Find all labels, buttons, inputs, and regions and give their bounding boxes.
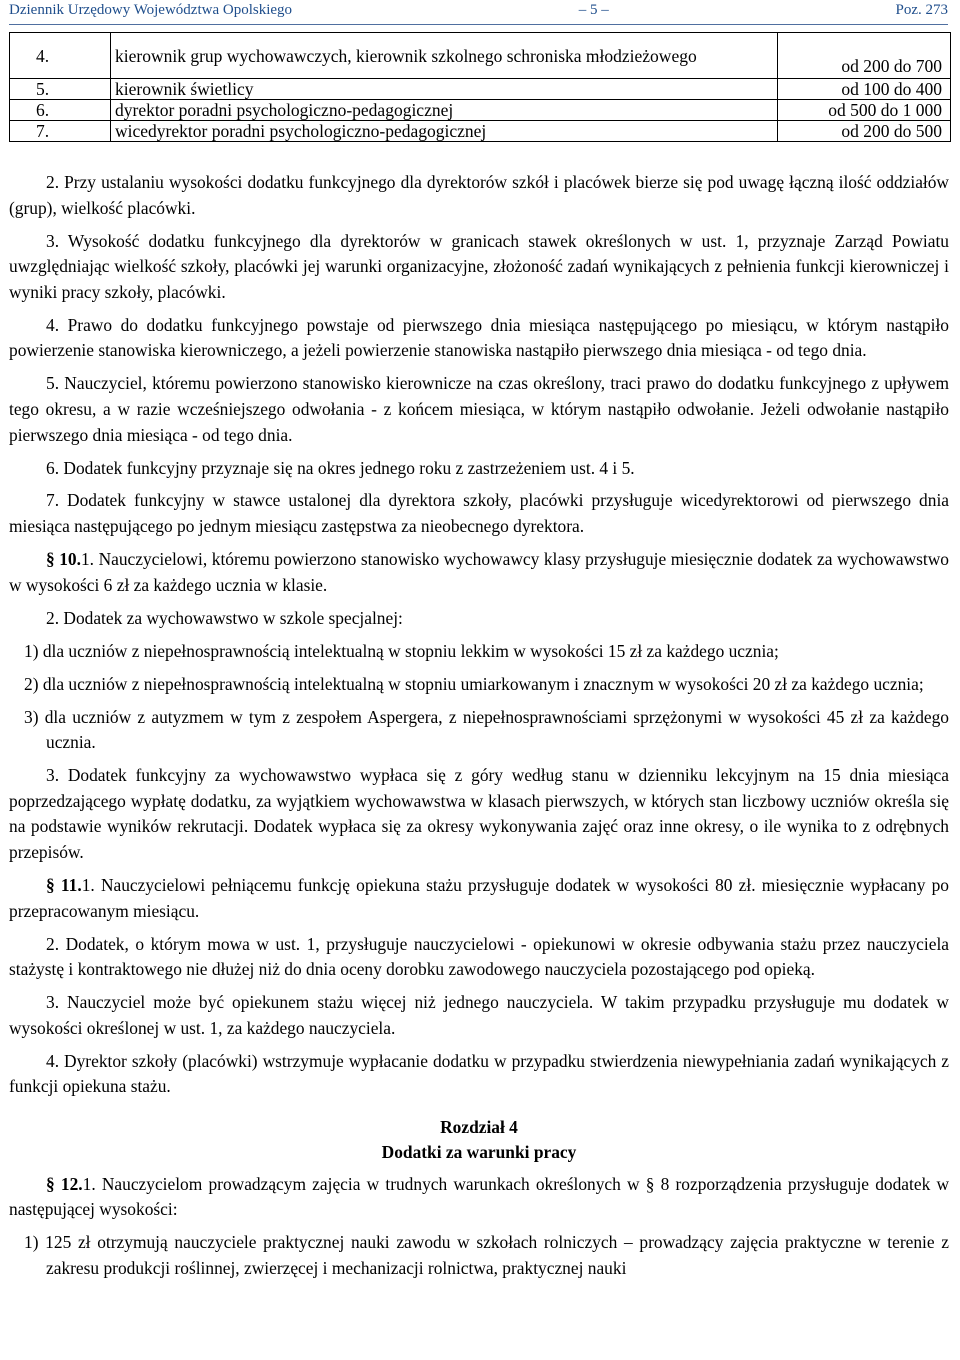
section-text: 1. Nauczycielowi, któremu powierzono stanowisko wychowawcy klasy przysługuje miesięcznie dodatek za wychowawstwo w wysokości 6 zł za każdego ucznia w klasie. xyxy=(9,549,950,595)
position-number: Poz. 273 xyxy=(895,1,948,18)
section-10 xyxy=(9,547,949,598)
section-10-point-2: 2. Dodatek za wychowawstwo w szkole specjalnej: xyxy=(46,607,403,628)
document-body xyxy=(9,170,949,1289)
section-12 xyxy=(9,1172,949,1223)
row-number: 7. xyxy=(10,121,111,142)
row-number: 6. xyxy=(10,100,111,121)
chapter-number: Rozdział 4 xyxy=(440,1116,518,1137)
page-number: – 5 – xyxy=(578,1,609,18)
paragraph-2: 2. Przy ustalaniu wysokości dodatku funkcyjnego dla dyrektorów szkół i placówek bierze się pod uwagę łączną ilość oddziałów (grup), wielkość placówki. xyxy=(9,172,949,218)
row-position: wicedyrektor poradni psychologiczno-pedagogicznej xyxy=(111,121,778,142)
page-header xyxy=(9,0,948,20)
section-11 xyxy=(9,873,949,924)
row-amount: od 500 do 1 000 xyxy=(778,100,951,121)
chapter-title: Dodatki za warunki pracy xyxy=(381,1141,577,1162)
row-number: 4. xyxy=(10,33,111,79)
header-rule xyxy=(9,24,948,25)
section-11-point-4: 4. Dyrektor szkoły (placówki) wstrzymuje wypłacanie dodatku w przypadku stwierdzenia niewypełniania zadań wynikających z funkcji opiekuna stażu. xyxy=(9,1050,949,1097)
row-amount: od 200 do 700 xyxy=(778,33,951,79)
section-mark: § 11. xyxy=(46,874,82,895)
table-row xyxy=(10,33,951,79)
chapter-heading xyxy=(9,1115,949,1165)
list-item: 1) dla uczniów z niepełnosprawnością intelektualną w stopniu lekkim w wysokości 15 zł za każdego ucznia; xyxy=(24,640,779,661)
paragraph-4: 4. Prawo do dodatku funkcyjnego powstaje od pierwszego dnia miesiąca następującego po miesiącu, w którym nastąpiło powierzenie stanowiska kierowniczego, a jeżeli powierzenie stanowiska nastąpiło pierwszego dnia miesiąca - od tego dnia. xyxy=(9,314,949,361)
row-position: kierownik grup wychowawczych, kierownik szkolnego schroniska młodzieżowego xyxy=(111,33,778,79)
paragraph-3: 3. Wysokość dodatku funkcyjnego dla dyrektorów w granicach stawek określonych w ust. 1, przyznaje Zarząd Powiatu uwzględniając wielkość szkoły, placówki jej warunki organizacyjne, złożoność zadań wynikających z pełnienia funkcji kierowniczej i wyniki pracy szkoły, placówki. xyxy=(9,230,949,302)
section-text: 1. Nauczycielom prowadzącym zajęcia w trudnych warunkach określonych w § 8 rozporządzenia przysługuje dodatek w następującej wysokości: xyxy=(9,1173,950,1220)
table-row xyxy=(10,100,951,121)
list-item: 1) 125 zł otrzymują nauczyciele praktycznej nauki zawodu w szkołach rolniczych – prowadzący zajęcia praktyczne w terenie z zakresu produkcji roślinnej, zwierzęcej i mechanizacji rolnictwa, praktycznej nauki xyxy=(24,1232,949,1279)
row-position: dyrektor poradni psychologiczno-pedagogicznej xyxy=(111,100,778,121)
table-row xyxy=(10,121,951,142)
paragraph-6: 6. Dodatek funkcyjny przyznaje się na okres jednego roku z zastrzeżeniem ust. 4 i 5. xyxy=(46,457,635,478)
table-row xyxy=(10,79,951,100)
journal-title: Dziennik Urzędowy Województwa Opolskiego xyxy=(9,1,293,18)
paragraph-5: 5. Nauczyciel, któremu powierzono stanowisko kierownicze na czas określony, traci prawo do dodatku funkcyjnego z upływem tego okresu, a w razie wcześniejszego odwołania - z końcem miesiąca, w którym nastąpiło odwołanie. Jeżeli odwołanie nastąpiło pierwszego dnia miesiąca - od tego dnia. xyxy=(9,373,949,445)
row-amount: od 100 do 400 xyxy=(778,79,951,100)
paragraph-7: 7. Dodatek funkcyjny w stawce ustalonej dla dyrektora szkoły, placówki przysługuje wicedyrektorowi od pierwszego dnia miesiąca następującego po jednym miesiącu zastępstwa za nieobecnego dyrektora. xyxy=(9,490,949,537)
row-number: 5. xyxy=(10,79,111,100)
section-11-point-3: 3. Nauczyciel może być opiekunem stażu więcej niż jednego nauczyciela. W takim przypadku przysługuje mu dodatek w wysokości określonej w ust. 1, za każdego nauczyciela. xyxy=(9,992,949,1038)
allowance-table xyxy=(9,32,951,142)
section-10-point-3: 3. Dodatek funkcyjny za wychowawstwo wypłaca się z góry według stanu w dzienniku lekcyjnym na 15 dnia miesiąca poprzedzającego wypłatę dodatku, za wyjątkiem wychowawstwa w klasach pierwszych, w których stan liczbowy uczniów określa się na podstawie wyników rekrutacji. Dodatek wypłaca się za okresy wykonywania zajęć oraz inne okresy, o ile wynika to z odrębnych przepisów. xyxy=(9,765,949,862)
list-item: 2) dla uczniów z niepełnosprawnością intelektualną w stopniu umiarkowanym i znacznym w wysokości 20 zł za każdego ucznia; xyxy=(24,673,924,694)
row-position: kierownik świetlicy xyxy=(111,79,778,100)
section-11-point-2: 2. Dodatek, o którym mowa w ust. 1, przysługuje nauczycielowi - opiekunowi w okresie odbywania stażu przez nauczyciela stażystę i kontraktowego nie dłużej niż do dnia oceny dorobku zawodowego nauczyciela pozostającego pod opieką. xyxy=(9,933,949,980)
section-mark: § 10. xyxy=(46,549,81,570)
section-mark: § 12. xyxy=(46,1173,83,1194)
list-item: 3) dla uczniów z autyzmem w tym z zespołem Aspergera, z niepełnosprawnościami sprzężonymi w wysokości 45 zł za każdego ucznia. xyxy=(24,706,949,753)
row-amount: od 200 do 500 xyxy=(778,121,951,142)
section-text: 1. Nauczycielowi pełniącemu funkcję opiekuna stażu przysługuje dodatek w wysokości 80 zł. miesięcznie wypłacany po przepracowanym miesiącu. xyxy=(9,874,949,921)
